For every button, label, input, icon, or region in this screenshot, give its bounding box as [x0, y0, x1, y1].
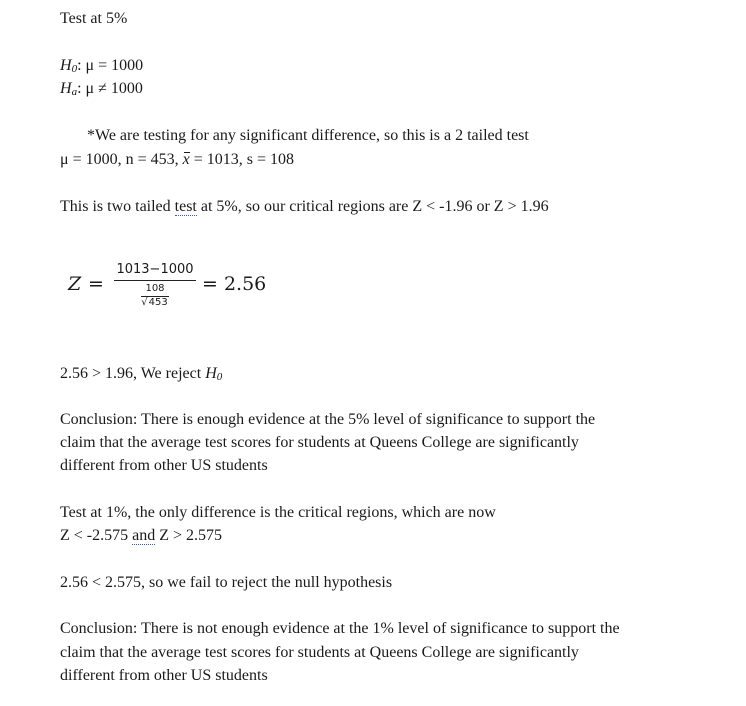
- test-1-line1: Test at 1%, the only difference is the critical regions, which are now: [60, 504, 496, 521]
- crit-1-part-b: Z > 2.575: [155, 527, 223, 544]
- spellcheck-test-word: test: [174, 198, 197, 215]
- null-hypothesis: [60, 56, 143, 79]
- crit-part-a: This is two tailed: [60, 198, 175, 215]
- conclusion-5-line2: claim that the average test scores for students at Queens College are significantly: [60, 434, 579, 451]
- reject-h-symbol: H: [205, 365, 217, 382]
- formula-z: Z: [68, 273, 82, 295]
- h0-subscript: 0: [71, 63, 78, 75]
- alternative-hypothesis: [60, 79, 143, 102]
- formula-den-top: 108: [145, 283, 165, 294]
- radicand: 453: [148, 297, 168, 308]
- crit-1-part-a: Z < -2.575: [60, 527, 133, 544]
- h0-symbol: H: [60, 57, 72, 74]
- fraction-bar: [114, 280, 196, 281]
- fail-to-reject-line: 2.56 < 2.575, so we fail to reject the null hypothesis: [60, 574, 393, 591]
- spellcheck-and-word: and: [132, 527, 156, 544]
- reject-line: [60, 364, 222, 387]
- x-bar-symbol: x: [182, 151, 190, 168]
- ha-symbol: H: [60, 80, 72, 97]
- critical-regions-5: [60, 197, 549, 217]
- parameters-line: [60, 150, 294, 170]
- conclusion-5-line1: Conclusion: There is enough evidence at the 5% level of significance to support the: [60, 411, 596, 428]
- two-tailed-note: *We are testing for any significant difference, so this is a 2 tailed test: [87, 127, 529, 144]
- conclusion-1-line1: Conclusion: There is not enough evidence at the 1% level of significance to support the: [60, 620, 620, 637]
- ha-subscript: a: [71, 86, 78, 98]
- reject-text: 2.56 > 1.96, We reject: [60, 365, 206, 382]
- conclusion-1-line3: different from other US students: [60, 667, 268, 684]
- crit-part-b: at 5%, so our critical regions are Z < -1.96 or Z > 1.96: [196, 198, 549, 215]
- formula-result: = 2.56: [202, 273, 267, 295]
- formula-equals: =: [88, 273, 104, 295]
- test-5-heading: Test at 5%: [60, 10, 128, 27]
- h0-statement: : μ = 1000: [77, 57, 144, 74]
- formula-numerator: 1013−1000: [116, 262, 194, 277]
- conclusion-1-line2: claim that the average test scores for students at Queens College are significantly: [60, 644, 579, 661]
- formula-den-root: √453: [141, 297, 168, 308]
- params-part-b: = 1013, s = 108: [189, 151, 295, 168]
- ha-statement: : μ ≠ 1000: [77, 80, 143, 97]
- test-1-line2: [60, 526, 222, 546]
- conclusion-5-line3: different from other US students: [60, 457, 268, 474]
- params-part-a: μ = 1000, n = 453,: [60, 151, 183, 168]
- formula-fraction: [114, 262, 196, 309]
- reject-h-subscript: 0: [216, 371, 223, 383]
